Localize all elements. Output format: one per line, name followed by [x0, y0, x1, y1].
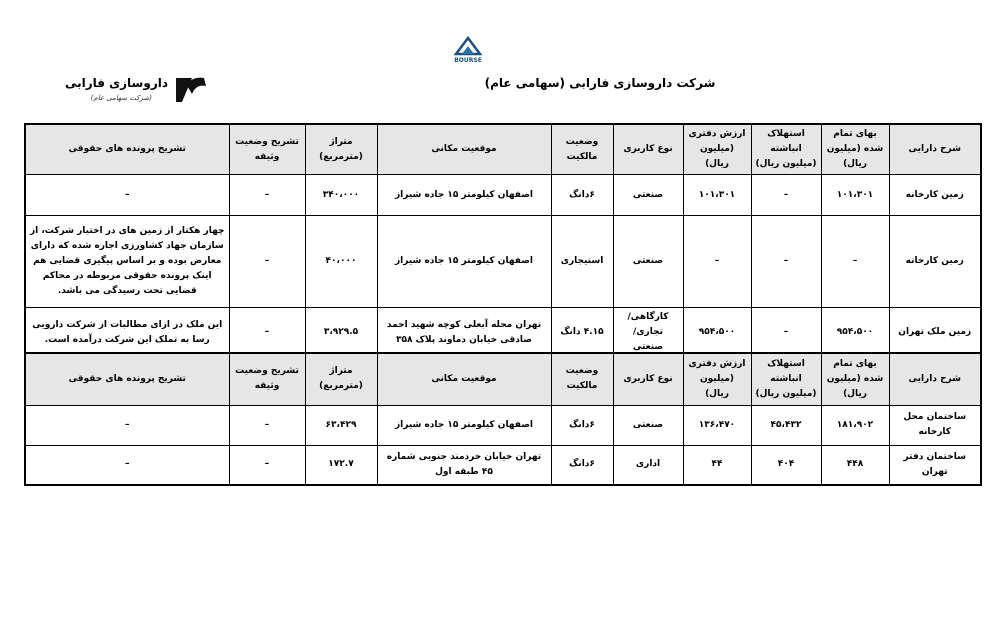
table-cell: صنعتی [613, 216, 683, 308]
table-cell: – [229, 175, 305, 216]
table-cell: – [821, 216, 889, 308]
table-cell: اصفهان کیلومتر ۱۵ جاده شیراز [377, 405, 551, 445]
table-cell: ساختمان محل کارخانه [889, 405, 981, 445]
building-assets-table [24, 352, 982, 486]
col-header: تشریح پرونده های حقوقی [25, 353, 229, 405]
table-cell: این ملک در ازای مطالبات از شرکت دارویی رسا به تملک این شرکت درآمده است. [25, 308, 229, 359]
col-header: استهلاک انباشته (میلیون ریال) [751, 124, 821, 175]
table-cell: ۶۳،۴۲۹ [305, 405, 377, 445]
table-cell: ساختمان دفتر تهران [889, 445, 981, 485]
table-cell: ۴۴ [683, 445, 751, 485]
table-cell: – [229, 216, 305, 308]
col-header: نوع کاربری [613, 353, 683, 405]
table-cell: – [751, 308, 821, 359]
col-header: نوع کاربری [613, 124, 683, 175]
col-header: تشریح وضعیت وثیقه [229, 124, 305, 175]
table-cell: اصفهان کیلومتر ۱۵ جاده شیراز [377, 216, 551, 308]
table-cell: – [229, 445, 305, 485]
table-cell: ۱۳۶،۴۷۰ [683, 405, 751, 445]
col-header: بهای تمام شده (میلیون ریال) [821, 124, 889, 175]
table-cell: ۴۰۴ [751, 445, 821, 485]
table-cell: زمین ملک تهران [889, 308, 981, 359]
col-header: بهای تمام شده (میلیون ریال) [821, 353, 889, 405]
col-header: ارزش دفتری (میلیون ریال) [683, 353, 751, 405]
table-cell: ۴۴۸ [821, 445, 889, 485]
col-header: وضعیت مالکیت [551, 353, 613, 405]
table-row [25, 216, 981, 308]
table-cell: ۹۵۴،۵۰۰ [821, 308, 889, 359]
table-cell: صنعتی [613, 405, 683, 445]
brand-name: داروسازی فارابی [64, 76, 168, 90]
table-header-row [25, 353, 981, 405]
svg-text:BOURSE: BOURSE [454, 57, 482, 64]
table-cell: زمین کارخانه [889, 216, 981, 308]
table-cell: – [25, 405, 229, 445]
table-row [25, 405, 981, 445]
col-header: شرح دارایی [889, 353, 981, 405]
col-header: وضعیت مالکیت [551, 124, 613, 175]
col-header: متراژ (مترمربع) [305, 353, 377, 405]
table-cell: – [751, 216, 821, 308]
table-cell: کارگاهی/تجاری/ صنعتی [613, 308, 683, 359]
table-cell: تهران محله آبعلی کوچه شهید احمد صادقی خیابان دماوند پلاک ۳۵۸ [377, 308, 551, 359]
table-cell: ۴۵،۴۳۲ [751, 405, 821, 445]
brand-logo [64, 72, 208, 108]
table-cell: ۱۰۱،۳۰۱ [821, 175, 889, 216]
table-cell: ۶دانگ [551, 175, 613, 216]
col-header: موقعیت مکانی [377, 353, 551, 405]
col-header: ارزش دفتری (میلیون ریال) [683, 124, 751, 175]
table-cell: – [683, 216, 751, 308]
land-assets-table [24, 123, 982, 359]
table-cell: زمین کارخانه [889, 175, 981, 216]
table-cell: اداری [613, 445, 683, 485]
company-title: شرکت داروسازی فارابی (سهامی عام) [484, 76, 716, 90]
col-header: متراژ (مترمربع) [305, 124, 377, 175]
table-cell: اصفهان کیلومتر ۱۵ جاده شیراز [377, 175, 551, 216]
table-cell: ۴۰،۰۰۰ [305, 216, 377, 308]
table-cell: – [25, 445, 229, 485]
table-cell: استیجاری [551, 216, 613, 308]
table-cell: چهار هکتار از زمین های در اختیار شرکت، از سازمان جهاد کشاورزی اجاره شده که دارای معارض بوده و بر اساس پیگیری قضایی هم اینک پرونده حقوقی مربوطه در محاکم قضایی تحت رسیدگی می باشد. [25, 216, 229, 308]
col-header: شرح دارایی [889, 124, 981, 175]
table-cell: ۳،۹۲۹.۵ [305, 308, 377, 359]
table-cell: ۳۴۰،۰۰۰ [305, 175, 377, 216]
table-cell: ۹۵۴،۵۰۰ [683, 308, 751, 359]
table-cell: ۱۰۱،۳۰۱ [683, 175, 751, 216]
brand-subtitle: (شرکت سهامی عام) [90, 94, 152, 102]
farabi-mark-icon [172, 72, 208, 106]
table-cell: ۱۷۲.۷ [305, 445, 377, 485]
col-header: تشریح پرونده های حقوقی [25, 124, 229, 175]
table-row [25, 175, 981, 216]
table-cell: ۶دانگ [551, 445, 613, 485]
table-cell: صنعتی [613, 175, 683, 216]
col-header: استهلاک انباشته (میلیون ریال) [751, 353, 821, 405]
table-header-row [25, 124, 981, 175]
table-cell: – [25, 175, 229, 216]
col-header: موقعیت مکانی [377, 124, 551, 175]
table-cell: تهران خیابان خردمند جنوبی شماره ۴۵ طبقه اول [377, 445, 551, 485]
table-cell: ۱۸۱،۹۰۲ [821, 405, 889, 445]
col-header: تشریح وضعیت وثیقه [229, 353, 305, 405]
table-row [25, 308, 981, 359]
bourse-logo [442, 36, 494, 66]
table-cell: ۴.۱۵ دانگ [551, 308, 613, 359]
table-cell: – [229, 308, 305, 359]
table-row [25, 445, 981, 485]
table-cell: ۶دانگ [551, 405, 613, 445]
table-cell: – [229, 405, 305, 445]
table-cell: – [751, 175, 821, 216]
